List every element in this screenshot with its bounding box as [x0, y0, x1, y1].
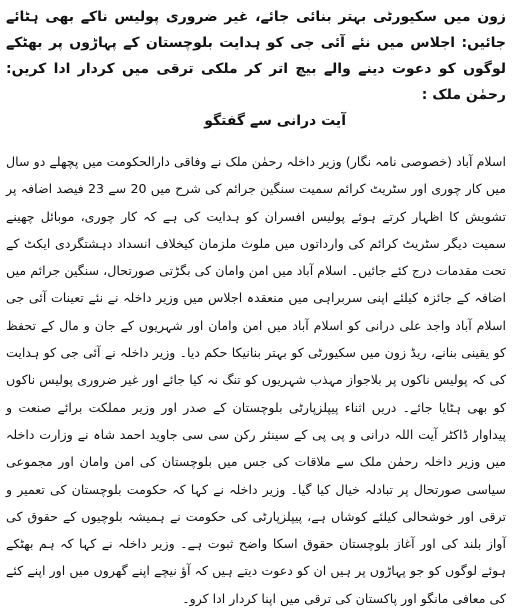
headline: زون میں سکیورٹی بہتر بنائی جائے، غیر ضروری پولیس ناکے بھی ہٹائے جائیں: اجلاس میں نئے آئی جی کو ہدایت بلوچستان کے پہاڑوں پر بھٹکے لوگوں کو دعوت دینے والے بیچ اتر کر ملکی ترقی میں کردار ادا کریں: رحمٰن ملک :	[6, 9, 506, 103]
article-body: اسلام آباد (خصوصی نامہ نگار) وزیر داخلہ رحمٰن ملک نے وفاقی دارالحکومت میں پچھلے دو سال میں کار چوری اور سٹریٹ کرائم سمیت سنگین جرائم کی شرح میں 20 سے 23 فیصد اضافہ پر تشویش کا اظہار کرتے ہوئے پولیس افسران کو ہدایت کی ہے کہ کار چوری، موبائل چھینے سمیت دیگر سٹریٹ کرائم کی وارداتوں میں ملوث ملزمان کیخلاف انسداد دہشتگردی ایکٹ کے تحت مقدمات درج کئے جائیں۔ اسلام آباد میں امن وامان کی بگڑتی صورتحال، سنگین جرائم میں اضافہ کے جائزہ کیلئے اپنی سربراہی میں منعقدہ اجلاس میں وزیر داخلہ نے نئے تعینات آئی جی اسلام آباد واجد علی درانی کو اسلام آباد میں امن وامان اور شہریوں کے جان و مال کے تحفظ کو یقینی بنانے، ریڈ زون میں سکیورٹی کو بہتر بنانیکا حکم دیا۔ وزیر داخلہ نے آئی جی کو ہدایت کی کہ پولیس ناکوں پر بلاجواز مہذب شہریوں کو تنگ نہ کیا جائے اور غیر ضروری پولیس ناکوں کو بھی ہٹایا جائے۔ دریں اثناء پیپلزپارٹی بلوچستان کے صدر اور وزیر مملکت برائے صنعت و پیداوار ڈاکٹر آیت اللہ درانی و پی پی کے سینئر رکن سی سی جاوید احمد شاہ نے وزارت داخلہ میں وزیر داخلہ رحمٰن ملک سے ملاقات کی جس میں بلوچستان کی امن وامان اور مجموعی سیاسی صورتحال پر تبادلہ خیال کیا گیا۔ وزیر داخلہ نے کہا کہ حکومت بلوچستان کی تعمیر و ترقی اور خوشحالی کیلئے کوشاں ہے، پیپلزپارٹی کی حکومت نے ہمیشہ بلوچیوں کے حقوق کی آواز بلند کی اور آغاز بلوچستان حقوق اسکا واضح ثبوت ہے۔ وزیر داخلہ نے کہا کہ ہم بھٹکے ہوئے لوگوں کو جو پہاڑوں پر ہیں ان کو دعوت دیتے ہیں کہ آؤ نیچے اپنے گھروں میں اور اپنے کئے کی معافی مانگو اور پاکستان کی ترقی میں اپنا کردار ادا کرو۔	[6, 154, 506, 606]
byline: آیت درانی سے گفتگو	[204, 113, 346, 129]
